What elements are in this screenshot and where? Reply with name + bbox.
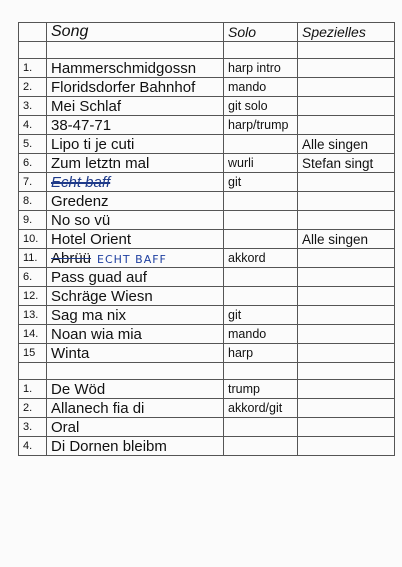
song-title — [47, 418, 224, 437]
spezielles-cell — [298, 344, 395, 363]
song-number: 1. — [19, 59, 47, 78]
song-title — [47, 399, 224, 418]
spezielles-cell — [298, 325, 395, 344]
song-title-text: Di Dornen bleibm — [51, 437, 167, 455]
spezielles-cell — [298, 437, 395, 456]
song-title-text: Floridsdorfer Bahnhof — [51, 78, 196, 96]
spezielles-cell — [298, 59, 395, 78]
table-row — [19, 437, 395, 456]
song-title — [47, 116, 224, 135]
spezielles-cell — [298, 78, 395, 97]
song-title — [47, 380, 224, 399]
spezielles-cell — [298, 287, 395, 306]
table-row — [19, 418, 395, 437]
song-number: 13. — [19, 306, 47, 325]
song-title-text: Hammerschmidgossn — [51, 59, 197, 77]
song-title — [47, 59, 224, 78]
table-row — [19, 116, 395, 135]
spacer-row — [19, 42, 395, 59]
song-number: 3. — [19, 418, 47, 437]
spezielles-cell: Alle singen — [298, 230, 395, 249]
solo-cell — [224, 287, 298, 306]
table-row — [19, 97, 395, 116]
solo-cell: harp intro — [224, 59, 298, 78]
solo-cell: git — [224, 173, 298, 192]
song-title — [47, 78, 224, 97]
song-title-text: Mei Schlaf — [51, 97, 122, 115]
song-title — [47, 344, 224, 363]
header-number — [19, 23, 47, 42]
solo-cell — [224, 211, 298, 230]
solo-cell — [224, 230, 298, 249]
setlist-table — [18, 22, 395, 456]
spezielles-cell — [298, 418, 395, 437]
song-title — [47, 249, 224, 268]
song-title — [47, 173, 224, 192]
song-title-text: Zum letztn mal — [51, 154, 150, 172]
song-number: 1. — [19, 380, 47, 399]
spacer-row — [19, 363, 395, 380]
song-title-text: Lipo ti je cuti — [51, 135, 135, 153]
song-title-text: 38-47-71 — [51, 116, 112, 134]
solo-cell — [224, 418, 298, 437]
header-spezielles: Spezielles — [298, 23, 395, 42]
table-row — [19, 306, 395, 325]
song-number: 5. — [19, 135, 47, 154]
song-title-text: De Wöd — [51, 380, 106, 398]
song-title-text: No so vü — [51, 211, 111, 229]
song-title — [47, 211, 224, 230]
spezielles-cell: Alle singen — [298, 135, 395, 154]
song-title-text: Winta — [51, 344, 90, 362]
spezielles-cell — [298, 306, 395, 325]
song-number: 4. — [19, 116, 47, 135]
song-number: 4. — [19, 437, 47, 456]
table-row — [19, 399, 395, 418]
table-row — [19, 78, 395, 97]
song-number: 2. — [19, 78, 47, 97]
spezielles-cell — [298, 97, 395, 116]
song-title-text: Hotel Orient — [51, 230, 132, 248]
table-row — [19, 192, 395, 211]
solo-cell — [224, 135, 298, 154]
table-row — [19, 154, 395, 173]
song-title — [47, 306, 224, 325]
table-row — [19, 287, 395, 306]
song-title — [47, 192, 224, 211]
song-title — [47, 154, 224, 173]
spezielles-cell — [298, 211, 395, 230]
table-row — [19, 344, 395, 363]
song-title-text: Gredenz — [51, 192, 109, 210]
solo-cell — [224, 437, 298, 456]
song-title — [47, 325, 224, 344]
solo-cell: git solo — [224, 97, 298, 116]
solo-cell: mando — [224, 78, 298, 97]
spezielles-cell — [298, 268, 395, 287]
song-number: 9. — [19, 211, 47, 230]
spezielles-cell — [298, 116, 395, 135]
table-row — [19, 268, 395, 287]
table-row — [19, 135, 395, 154]
spezielles-cell — [298, 380, 395, 399]
song-number: 6. — [19, 154, 47, 173]
solo-cell: harp — [224, 344, 298, 363]
solo-cell: wurli — [224, 154, 298, 173]
table-row — [19, 380, 395, 399]
table-row — [19, 230, 395, 249]
table-row — [19, 325, 395, 344]
song-title — [47, 97, 224, 116]
song-number: 8. — [19, 192, 47, 211]
song-title — [47, 437, 224, 456]
song-number: 12. — [19, 287, 47, 306]
song-title-text: Oral — [51, 418, 80, 436]
header-song: Song — [47, 23, 224, 42]
song-title-text: Noan wia mia — [51, 325, 142, 343]
table-row — [19, 249, 395, 268]
solo-cell: trump — [224, 380, 298, 399]
spezielles-cell — [298, 192, 395, 211]
solo-cell: akkord — [224, 249, 298, 268]
solo-cell: harp/trump — [224, 116, 298, 135]
header-solo: Solo — [224, 23, 298, 42]
song-title-text: Sag ma nix — [51, 306, 127, 324]
solo-cell — [224, 268, 298, 287]
song-number: 11. — [19, 249, 47, 268]
song-number: 10. — [19, 230, 47, 249]
header-row — [19, 23, 395, 42]
table-row — [19, 211, 395, 230]
spezielles-cell: Stefan singt — [298, 154, 395, 173]
spezielles-cell — [298, 249, 395, 268]
song-number: 2. — [19, 399, 47, 418]
song-title — [47, 287, 224, 306]
song-title-text: Schräge Wiesn — [51, 287, 153, 305]
solo-cell: git — [224, 306, 298, 325]
solo-cell: mando — [224, 325, 298, 344]
song-number: 15 — [19, 344, 47, 363]
spezielles-cell — [298, 399, 395, 418]
setlist-sheet — [18, 22, 394, 456]
table-row — [19, 59, 395, 78]
handwritten-note: ECHT BAFF — [97, 252, 167, 266]
solo-cell — [224, 192, 298, 211]
song-title — [47, 230, 224, 249]
song-title-text: Abrüü — [51, 249, 92, 267]
song-title — [47, 268, 224, 287]
table-row — [19, 173, 395, 192]
song-number: 14. — [19, 325, 47, 344]
song-number: 7. — [19, 173, 47, 192]
song-number: 6. — [19, 268, 47, 287]
song-title-text: Echt baff — [51, 173, 111, 191]
song-number: 3. — [19, 97, 47, 116]
solo-cell: akkord/git — [224, 399, 298, 418]
song-title — [47, 135, 224, 154]
song-title-text: Pass guad auf — [51, 268, 147, 286]
spezielles-cell — [298, 173, 395, 192]
song-title-text: Allanech fia di — [51, 399, 145, 417]
